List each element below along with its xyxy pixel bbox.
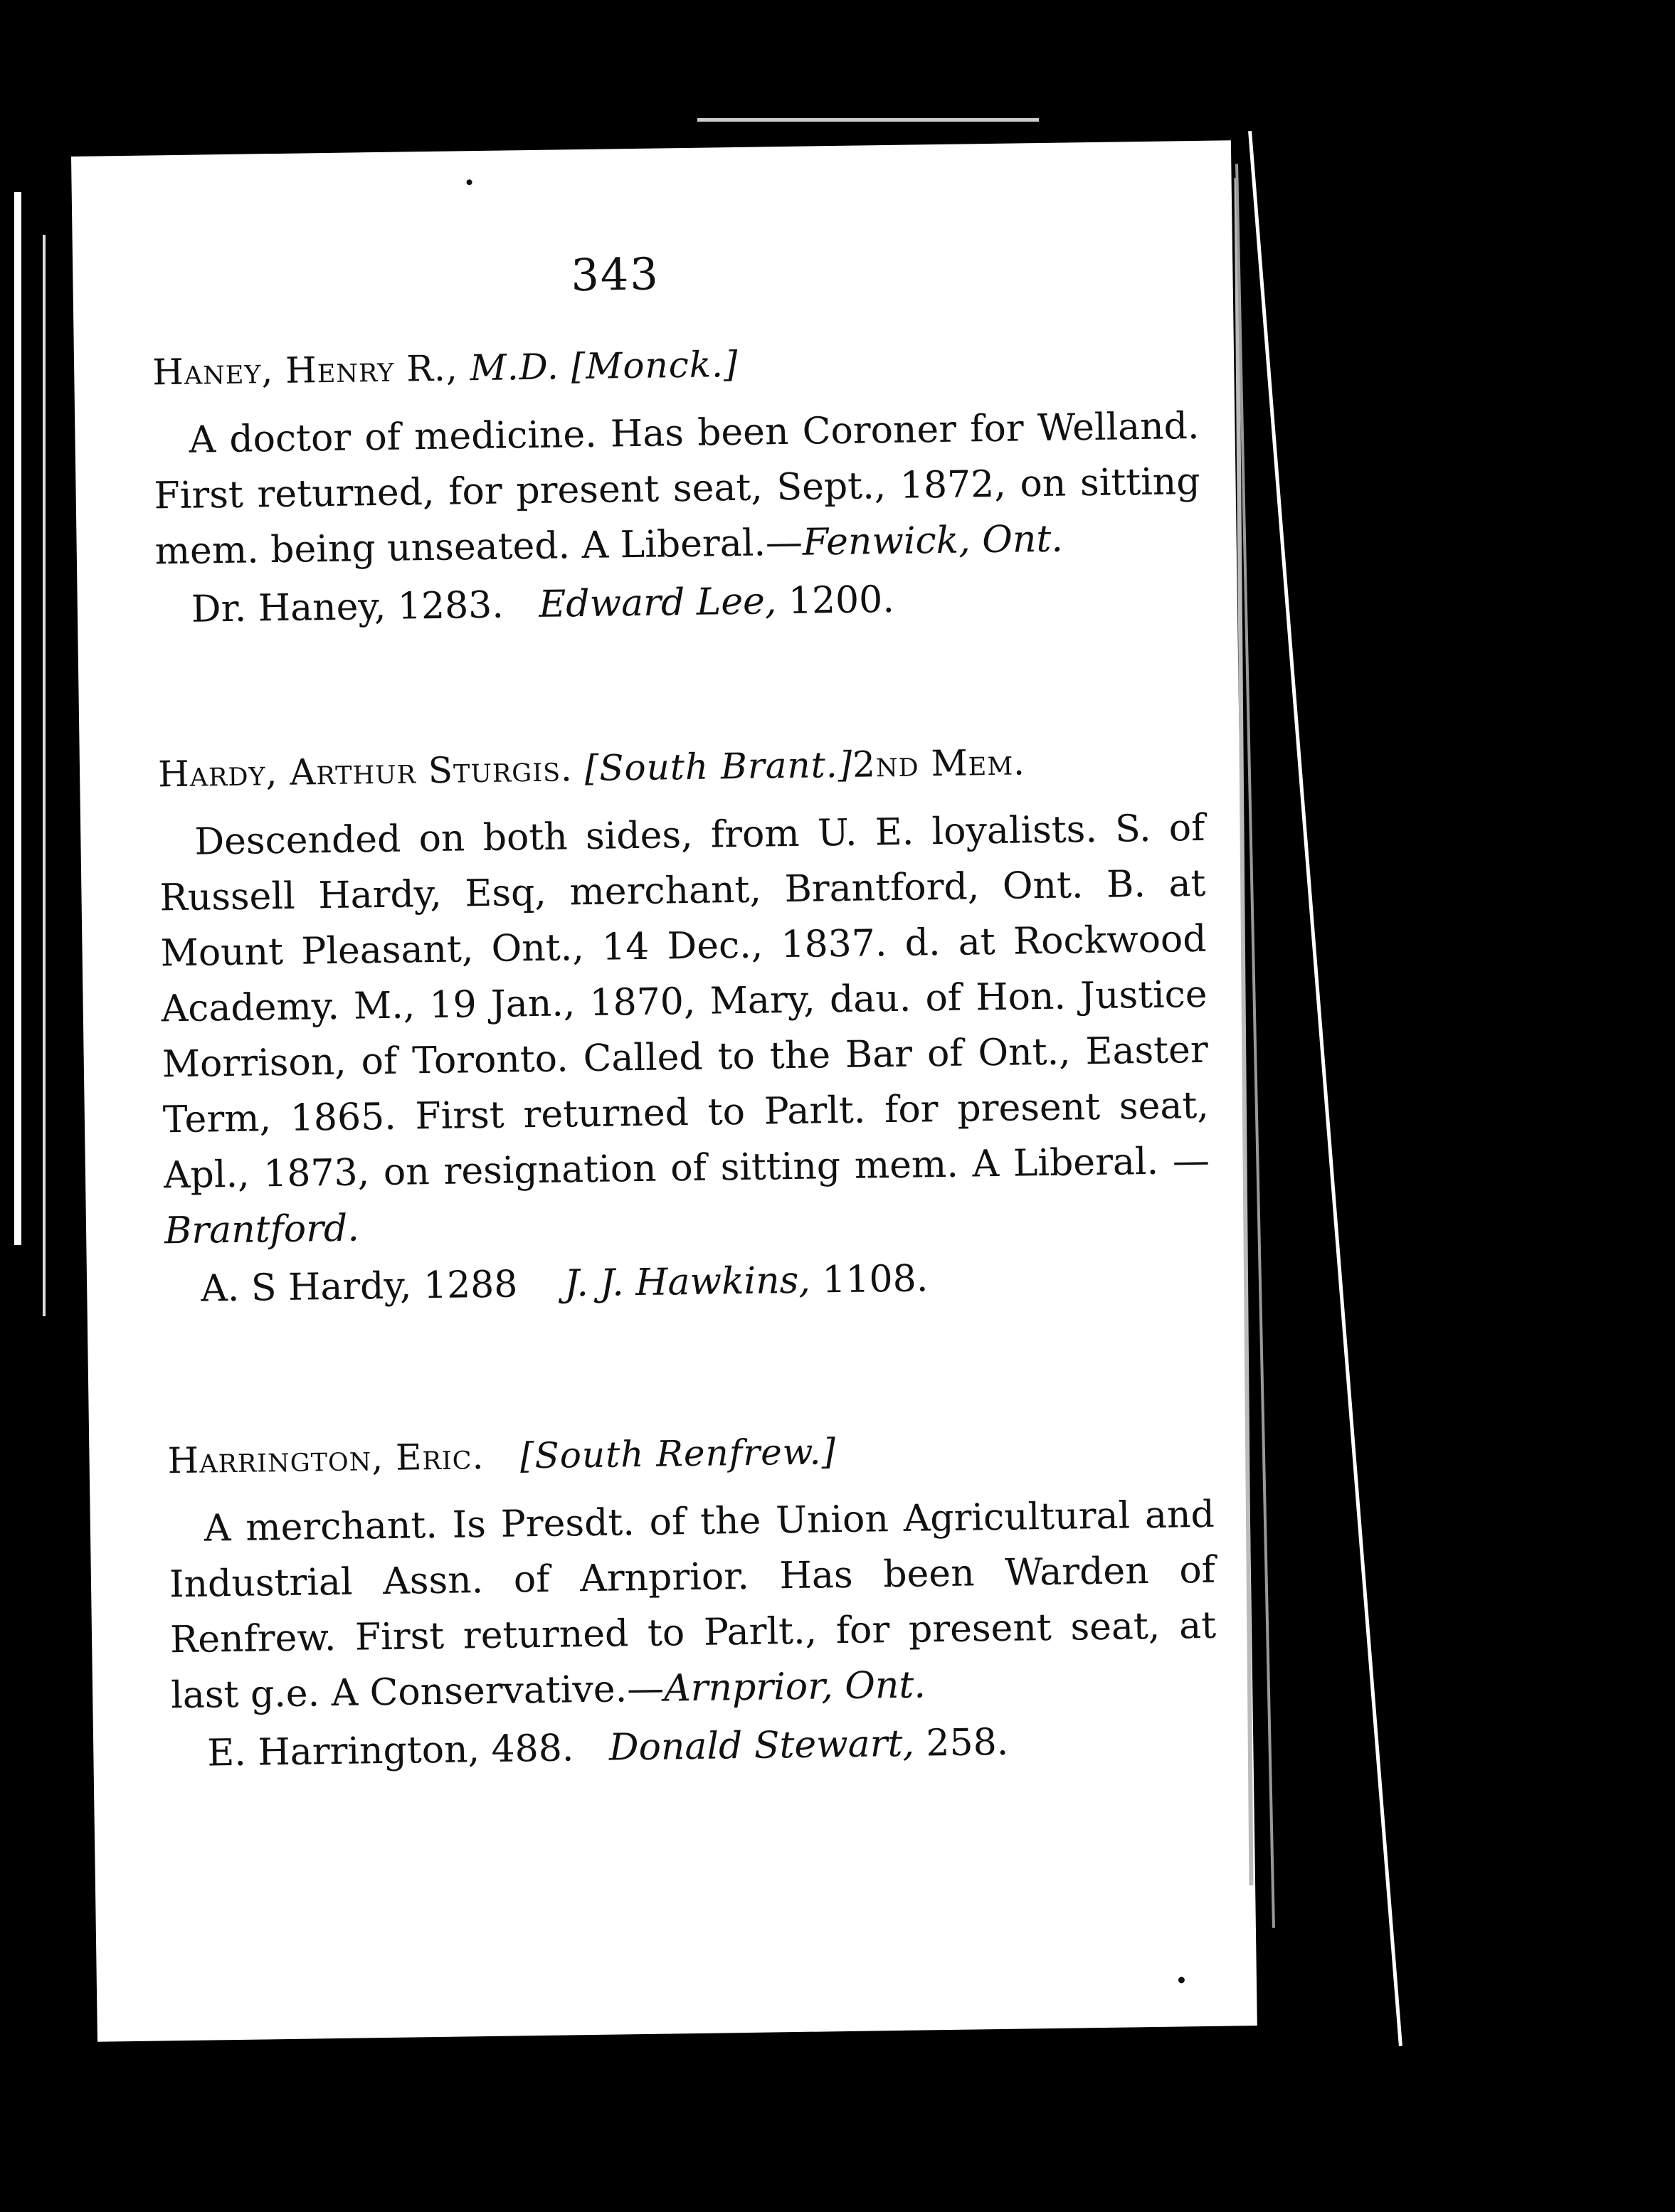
ink-speck — [467, 179, 472, 185]
page-number: 343 — [570, 248, 660, 302]
entry-harrington — [167, 1422, 1218, 1782]
page-edge-left-inner — [43, 235, 46, 1316]
opponent-votes: 1200. — [788, 578, 895, 623]
winner-votes: A. S Hardy, 1288 — [200, 1263, 518, 1311]
entry-hardy — [158, 735, 1212, 1317]
opponent-votes: 1108. — [821, 1257, 929, 1302]
residence: Arnprior, Ont. — [663, 1663, 926, 1710]
entry-biography — [168, 1487, 1217, 1723]
book-page — [71, 140, 1257, 2042]
member-title: M.D. — [470, 346, 560, 389]
opponent-name: J. J. Hawkins, — [564, 1259, 811, 1306]
biography-text: Descended on both sides, from U. E. loyalists. S. of Russell Hardy, Esq, merchant, Brantford, Ont. B. at Mount Pleasant, Ont., 14 Dec., 1837. d. at Rockwood Academy. M., 19 Jan., 1870, Mary, dau. of Hon. Justice Morrison, of Toronto. Called to the Bar of Ont., Easter Term, 1865. First returned to Parlt. for present seat, Apl., 1873, on resignation of sitting mem. A Liberal. — — [159, 806, 1210, 1197]
opponent-name: Edward Lee, — [538, 580, 777, 626]
biography-text: A merchant. Is Presdt. of the Union Agricultural and Industrial Assn. of Arnprior. Has been Warden of Renfrew. First returned to Parlt., for present seat, at last g.e. A Conservative.— — [169, 1493, 1217, 1718]
residence: Brantford. — [164, 1207, 360, 1253]
winner-votes: E. Harrington, 488. — [206, 1727, 574, 1775]
page-edge-top — [697, 118, 1039, 122]
opponent-votes: 258. — [926, 1720, 1009, 1765]
riding: [South Brant.] — [584, 743, 853, 790]
election-result — [171, 1712, 1218, 1782]
member-name: Hardy, Arthur Sturgis. — [157, 748, 574, 795]
biography-text: A doctor of medicine. Has been Coroner for Welland. First returned, for present seat, Sept., 1872, on sitting mem. being unseated. A Liberal.— — [154, 404, 1200, 573]
election-result — [155, 568, 1202, 638]
page-edge-left — [14, 192, 21, 1245]
member-name: Harrington, Eric. — [167, 1436, 485, 1482]
entry-haney — [152, 333, 1203, 637]
entry-biography — [159, 800, 1211, 1259]
winner-votes: Dr. Haney, 1283. — [191, 583, 504, 631]
entry-heading — [158, 735, 1205, 800]
entry-biography — [153, 398, 1201, 580]
member-note: 2nd Mem. — [852, 741, 1026, 785]
ink-speck — [1178, 1976, 1185, 1983]
election-result — [165, 1247, 1212, 1318]
opponent-name: Donald Stewart, — [608, 1722, 915, 1769]
riding: [Monck.] — [571, 343, 739, 388]
member-name: Haney, Henry R., — [152, 347, 459, 393]
riding: [South Renfrew.] — [519, 1431, 837, 1477]
residence: Fenwick, Ont. — [802, 517, 1064, 564]
entry-heading — [167, 1422, 1214, 1486]
entry-heading — [152, 333, 1199, 398]
